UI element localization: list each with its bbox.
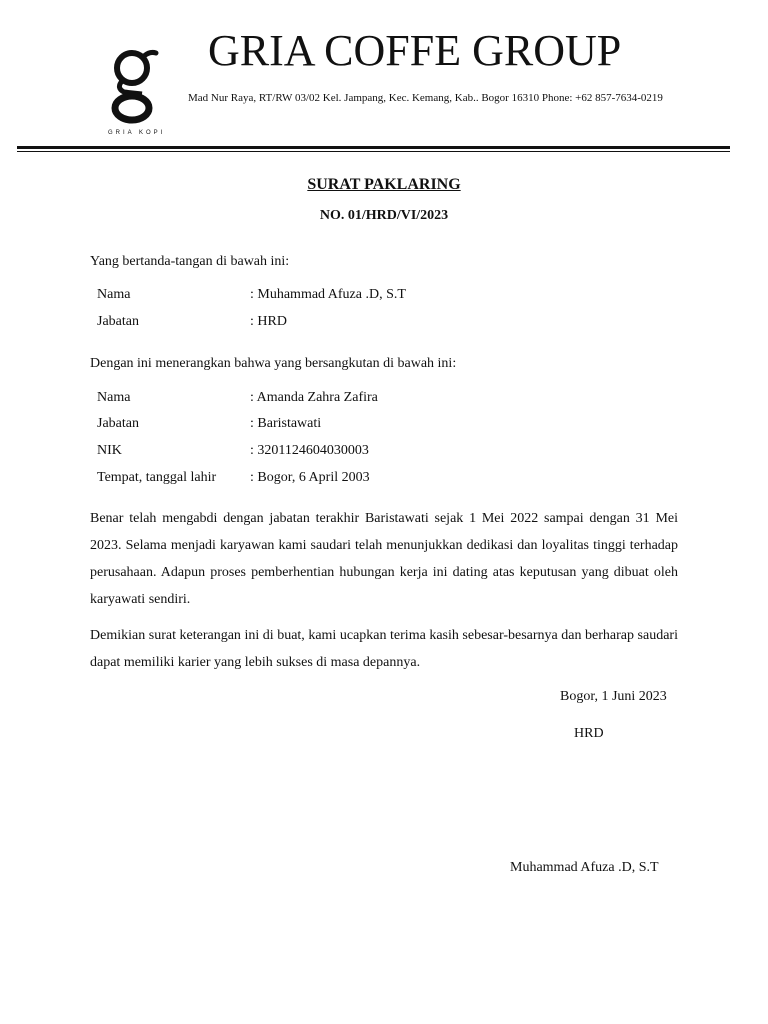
subject-birth-row <box>97 470 657 494</box>
signer-intro: Yang bertanda-tangan di bawah ini: <box>90 254 290 269</box>
company-address-text: Mad Nur Raya, RT/RW 03/02 Kel. Jampang, Kec. Kemang, Kab.. Bogor 16310 Phone: +62 857-7634-0219 <box>188 92 663 104</box>
field-value: : Muhammad Afuza .D, S.T <box>250 287 406 302</box>
signer-position-row <box>97 314 657 338</box>
letterhead-rule-thick <box>17 146 730 149</box>
document-number: NO. 01/HRD/VI/2023 <box>319 208 449 223</box>
body-paragraph-closing: Demikian surat keterangan ini di buat, kami ucapkan terima kasih sebesar-besarnya dan berharap saudari dapat memiliki karier yang lebih sukses di masa depannya. <box>90 628 678 670</box>
signature-role: HRD <box>574 726 604 741</box>
field-label: Jabatan <box>97 416 139 431</box>
field-value: : Amanda Zahra Zafira <box>250 390 378 405</box>
subject-nik-row <box>97 443 657 467</box>
field-label: NIK <box>97 443 122 458</box>
subject-position-row <box>97 416 657 440</box>
place-date: Bogor, 1 Juni 2023 <box>560 689 667 704</box>
field-label: Nama <box>97 287 131 302</box>
field-value: : Baristawati <box>250 416 322 431</box>
field-value: : 3201124604030003 <box>250 443 369 458</box>
letterhead-rule-thin <box>17 151 730 152</box>
field-label: Jabatan <box>97 314 139 329</box>
company-name: GRIA COFFE GROUP <box>208 26 622 75</box>
field-value: : HRD <box>250 314 287 329</box>
document-title: SURAT PAKLARING <box>307 176 461 193</box>
logo-g-icon <box>106 48 170 132</box>
company-address <box>160 92 680 104</box>
logo-caption: GRIA KOPI <box>108 130 166 136</box>
field-label: Tempat, tanggal lahir <box>97 470 217 485</box>
field-value: : Bogor, 6 April 2003 <box>250 470 370 485</box>
signer-name-row <box>97 287 657 311</box>
field-label: Nama <box>97 390 131 405</box>
subject-name-row <box>97 390 657 414</box>
signature-name: Muhammad Afuza .D, S.T <box>510 860 659 875</box>
subject-intro: Dengan ini menerangkan bahwa yang bersangkutan di bawah ini: <box>90 356 457 371</box>
body-paragraph-employment: Benar telah mengabdi dengan jabatan terakhir Baristawati sejak 1 Mei 2022 sampai dengan 31 Mei 2023. Selama menjadi karyawan kami saudari telah menunjukkan dedikasi dan loyalitas tinggi terhadap perusahaan. Adapun proses pemberhentian hubungan kerja ini dating atas keputusan yang dibuat oleh karyawati sendiri. <box>90 511 678 607</box>
